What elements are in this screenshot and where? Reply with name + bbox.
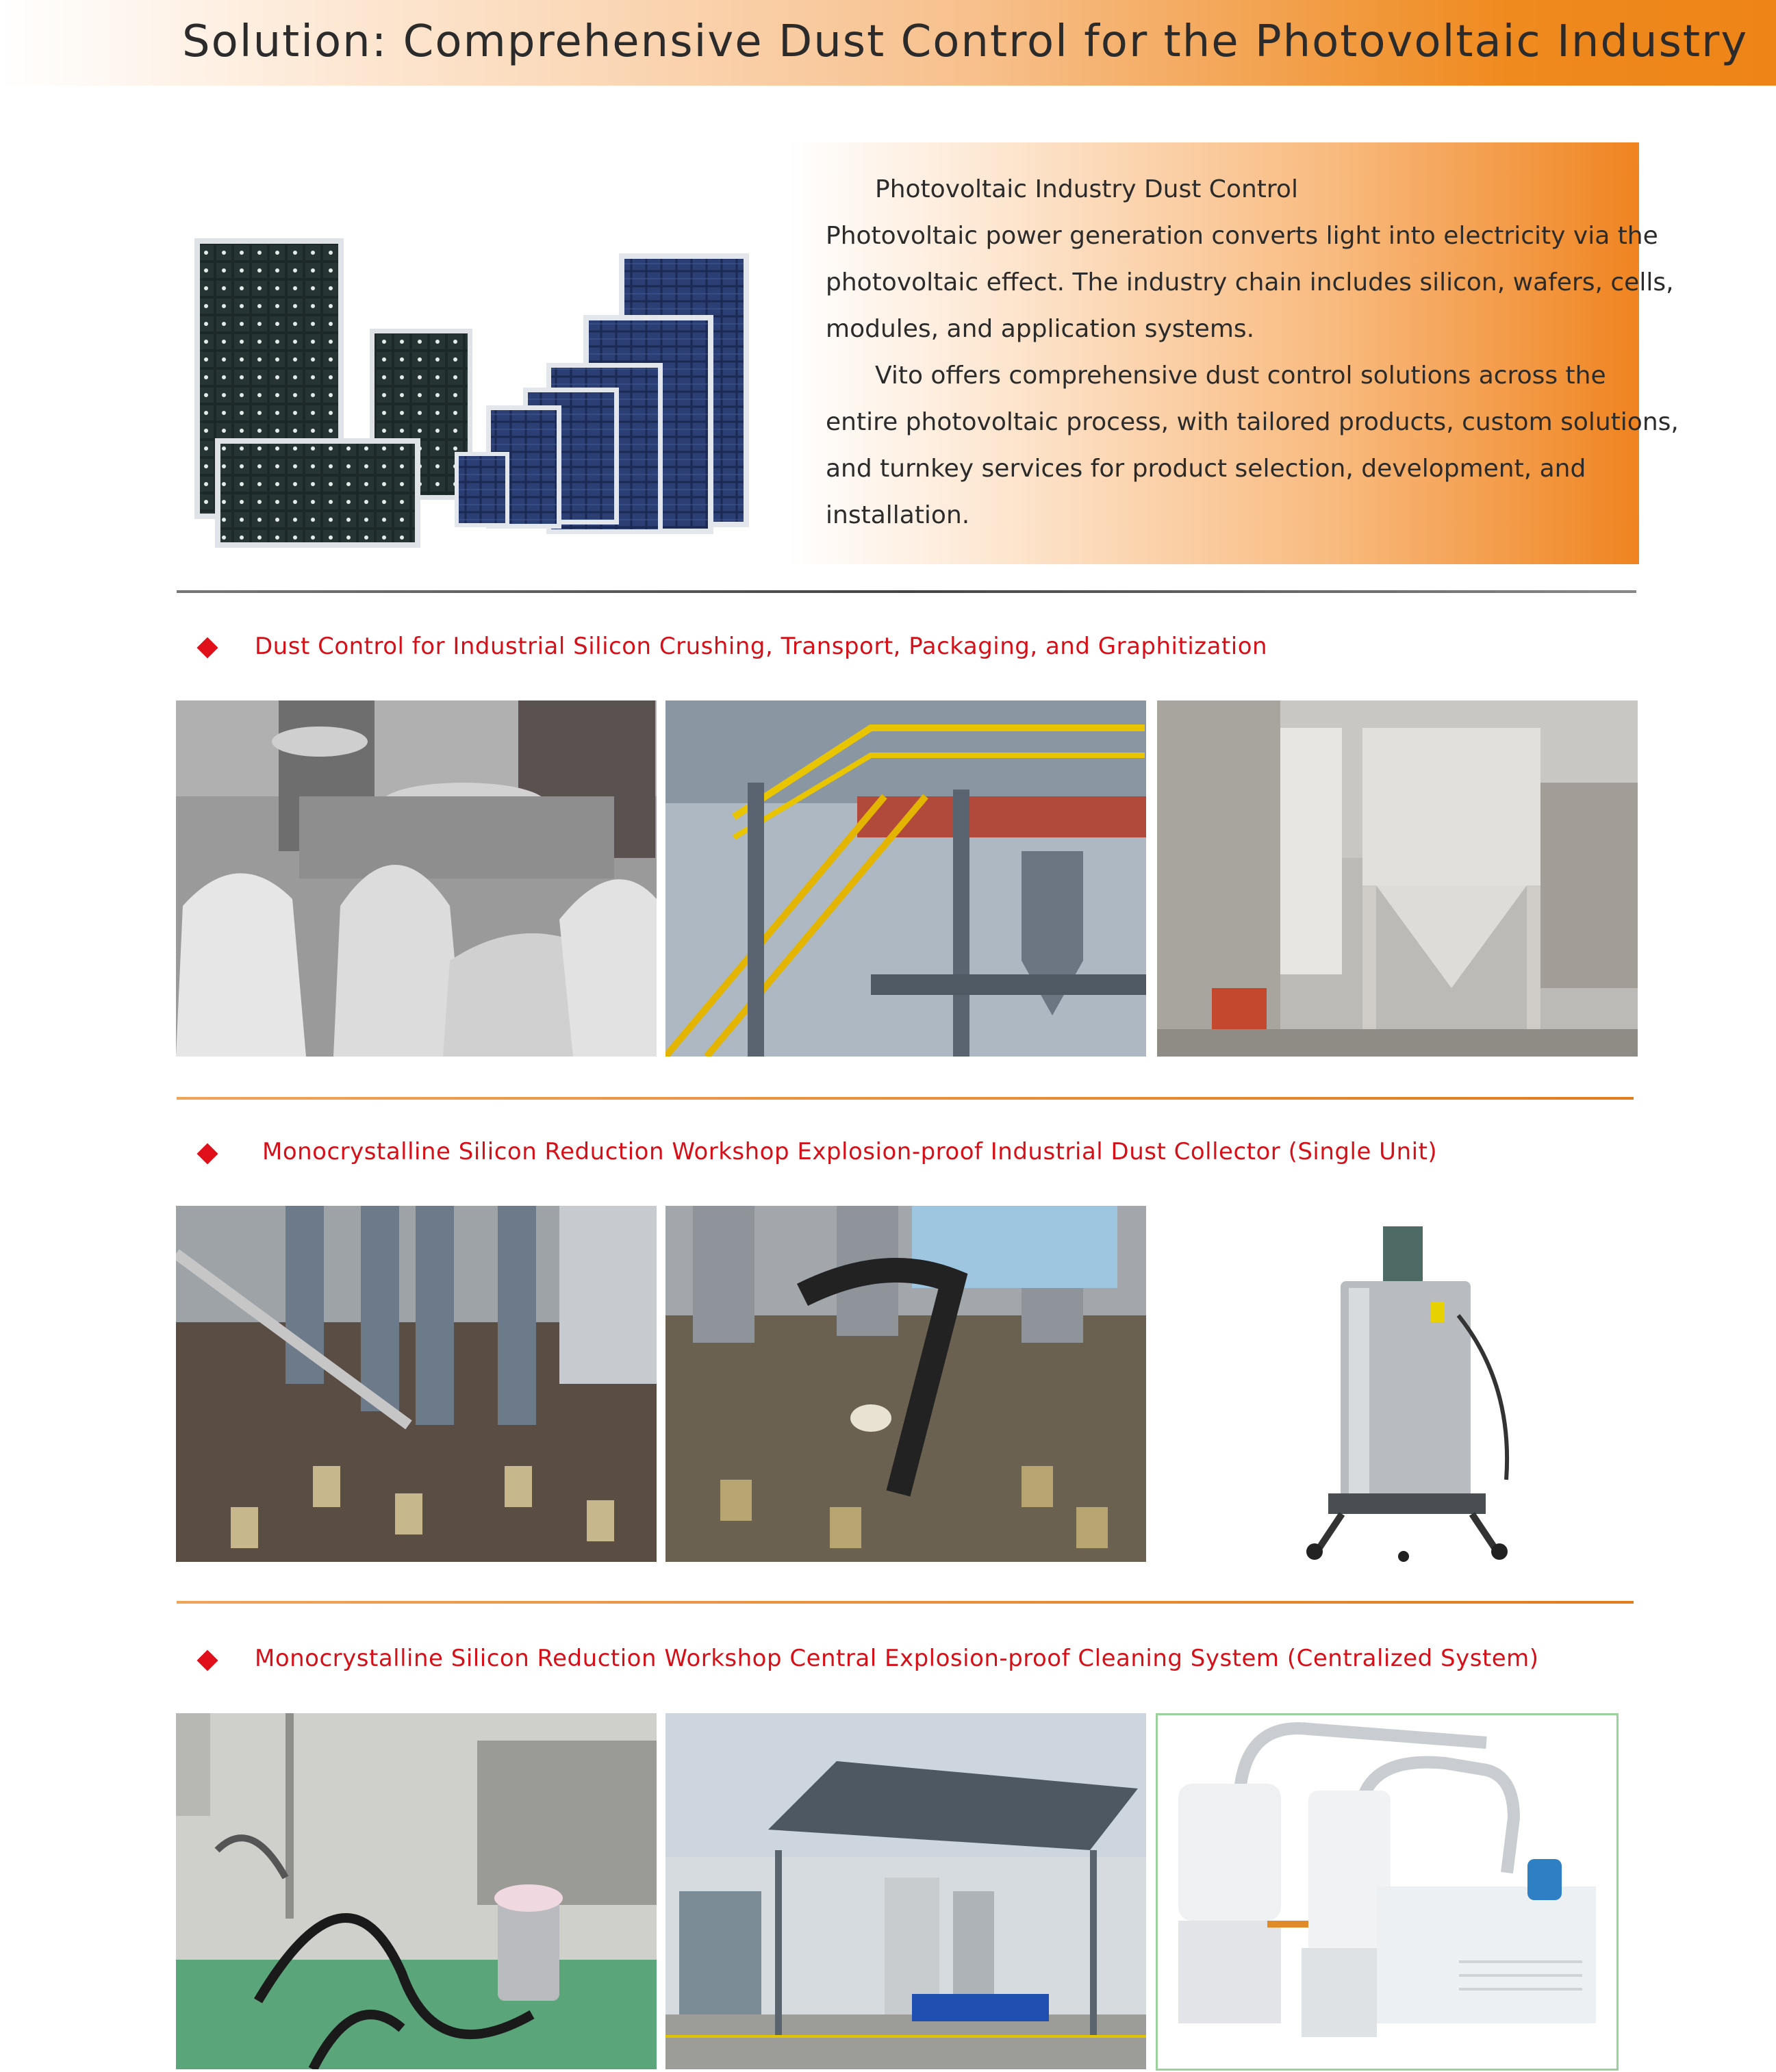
divider-line (177, 1601, 1634, 1604)
central-system-render-photo (1156, 1713, 1619, 2071)
divider-line (177, 1097, 1634, 1100)
bullet-diamond-icon (196, 637, 218, 658)
intro-text-line: Vito offers comprehensive dust control solutions across the (875, 362, 1606, 390)
section-title: Dust Control for Industrial Silicon Crushing, Transport, Packaging, and Graphitization (255, 633, 1268, 660)
solar-panels-image (179, 226, 754, 555)
page-title: Solution: Comprehensive Dust Control for the Photovoltaic Industry (182, 16, 1749, 67)
intro-text-line: installation. (826, 501, 970, 529)
section-title: Monocrystalline Silicon Reduction Workshop Explosion-proof Industrial Dust Collector (Single Unit) (262, 1138, 1438, 1165)
hose-cleaning-photo (665, 1206, 1146, 1562)
intro-panel (789, 142, 1679, 564)
steel-platform-stairs-photo (665, 700, 1146, 1057)
hose-station-photo (176, 1713, 657, 2069)
furnace-floor-cleaning-photo (176, 1206, 657, 1562)
intro-heading: Photovoltaic Industry Dust Control (875, 175, 1298, 203)
bullet-diamond-icon (196, 1650, 218, 1671)
outdoor-canopy-system-photo (665, 1713, 1146, 2069)
industrial-vacuum-product-photo (1157, 1206, 1638, 1562)
intro-text-line: modules, and application systems. (826, 315, 1255, 343)
intro-text-line: and turnkey services for product selection, development, and (826, 455, 1586, 483)
intro-text-line: Photovoltaic power generation converts light into electricity via the (826, 222, 1658, 250)
intro-text-line: photovoltaic effect. The industry chain includes silicon, wafers, cells, (826, 268, 1674, 296)
section-title: Monocrystalline Silicon Reduction Workshop Central Explosion-proof Cleaning System (Centralized System) (255, 1645, 1539, 1672)
divider-line (177, 590, 1636, 593)
intro-text-line: entire photovoltaic process, with tailored products, custom solutions, (826, 408, 1679, 436)
bulk-bags-photo (176, 700, 657, 1057)
bullet-diamond-icon (196, 1143, 218, 1164)
outdoor-dust-collector-photo (1157, 700, 1638, 1057)
